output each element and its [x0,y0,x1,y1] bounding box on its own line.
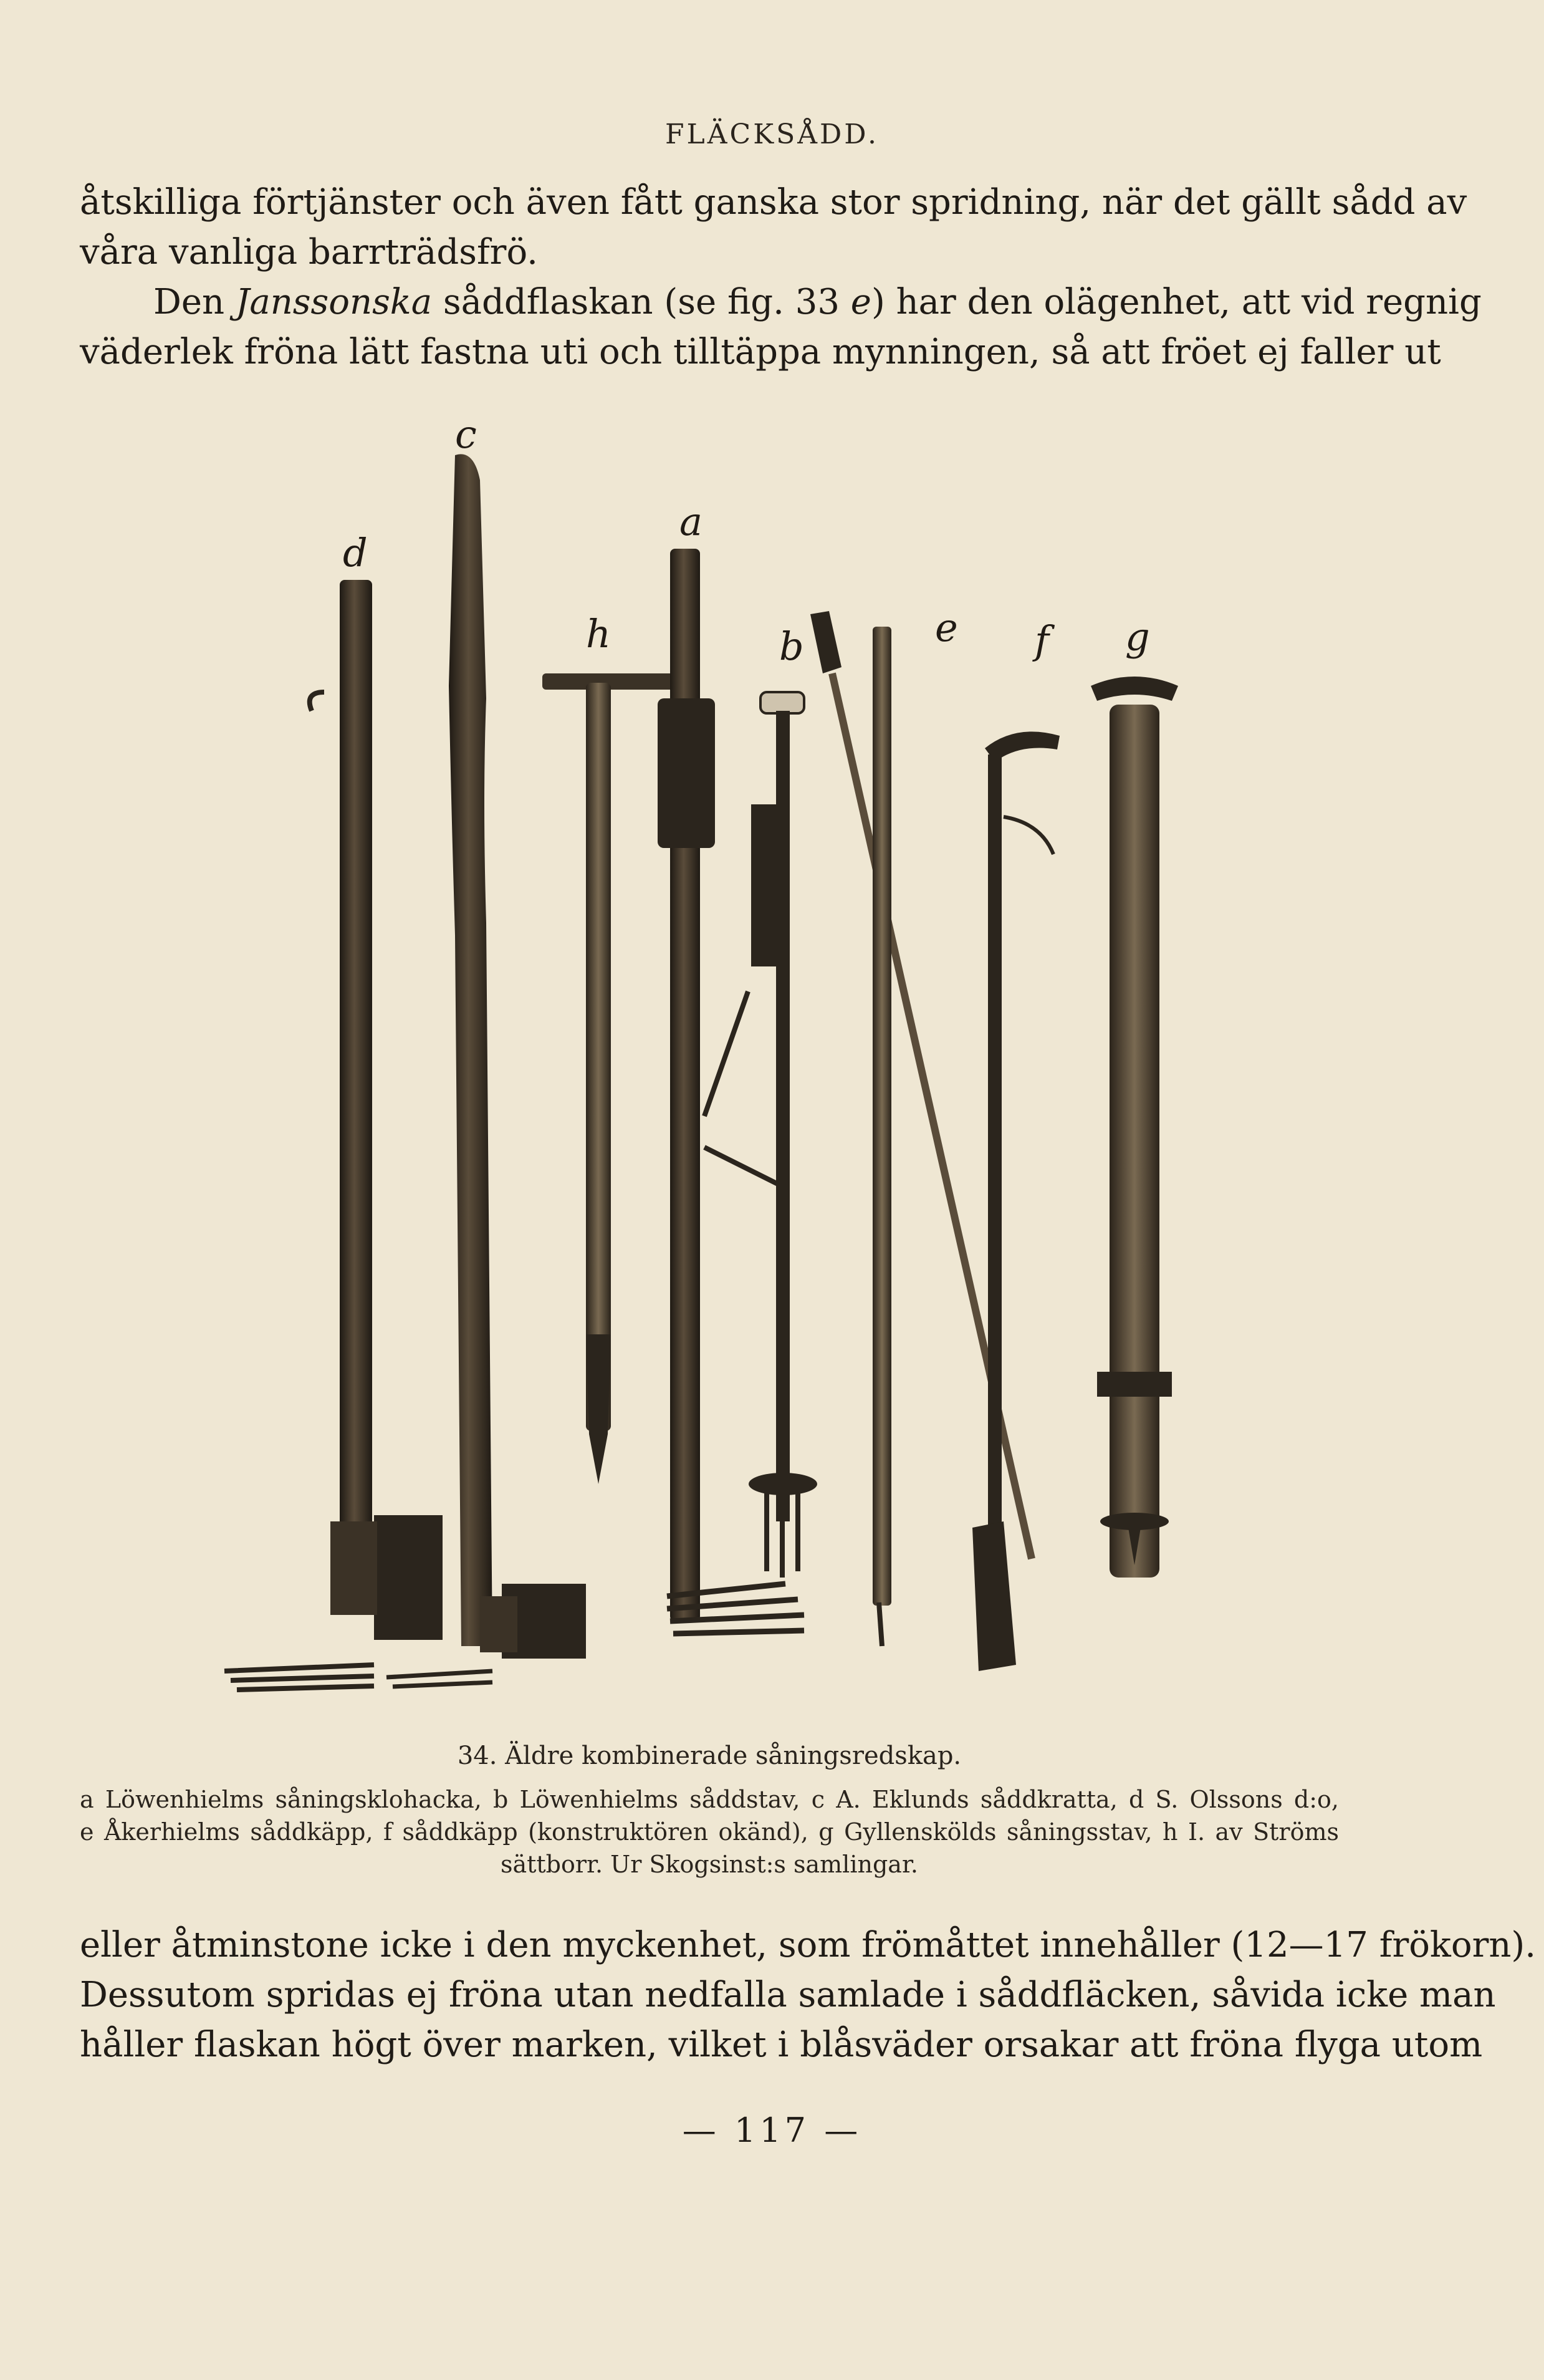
tool-d [224,580,443,1690]
tool-f [972,731,1060,1671]
caption-line-1: a Löwenhielms såningsklohacka, b Löwenhielms såddstav, c A. Eklunds såddkratta, d S. Olssons d:o, [80,1786,1339,1813]
text-run: ) har den olägenhet, att vid regnig [871,282,1482,322]
text-run: såddflaskan (se fig. 33 [432,282,851,322]
caption-line-2: e Åkerhielms såddkäpp, f såddkäpp (konstruktören okänd), g Gyllenskölds såningsstav, h I. av Ströms [80,1818,1339,1846]
paragraph-1-line-2: våra vanliga barrträdsfrö. [80,232,538,272]
figure-label-e: e [935,605,958,650]
caption-title: 34. Äldre kombinerade såningsredskap. [457,1742,962,1770]
text-run: Den [153,282,236,322]
figure-caption [80,1740,1339,1881]
figure-label-b: b [779,624,804,669]
caption-line-3: sättborr. Ur Skogsinst:s samlingar. [500,1851,919,1878]
figure-label-h: h [586,611,611,657]
paragraph-3 [80,1920,1537,2070]
paragraph-3-line-1: eller åtminstone icke i den myckenhet, som frömåttet innehåller (12—17 frökorn). [80,1925,1537,1965]
paragraph-1-line-1: åtskilliga förtjänster och även fått ganska stor spridning, när det gällt sådd av [80,182,1467,223]
figure-label-d: d [343,530,368,576]
paragraph-3-line-3: håller flaskan högt över marken, vilket i blåsväder orsakar att fröna flyga utom [80,2025,1483,2065]
paragraph-2-line-2: väderlek fröna lätt fastna uti och tilltäppa mynningen, så att fröet ej faller ut [80,332,1441,372]
figure-label-f: f [1035,617,1049,663]
paragraph-3-line-2: Dessutom spridas ej fröna utan nedfalla samlade i såddfläcken, såvida icke man [80,1975,1496,2015]
paragraph-1 [80,178,1467,277]
italic-letter: e [850,282,871,322]
tool-g [1091,677,1178,1578]
figure-label-c: c [455,412,477,457]
figure-label-a: a [679,499,702,544]
tool-b [749,692,817,1578]
tools-figure [187,399,1247,1708]
figure-label-g: g [1125,614,1150,660]
italic-name: Janssonska [235,282,433,322]
tools-illustration [187,399,1247,1708]
tool-c [386,454,586,1687]
paragraph-2-line-1 [80,277,1482,327]
paragraph-2 [80,277,1482,377]
running-title: FLÄCKSÅDD. [665,118,879,150]
page-number: — 117 — [682,2111,862,2150]
